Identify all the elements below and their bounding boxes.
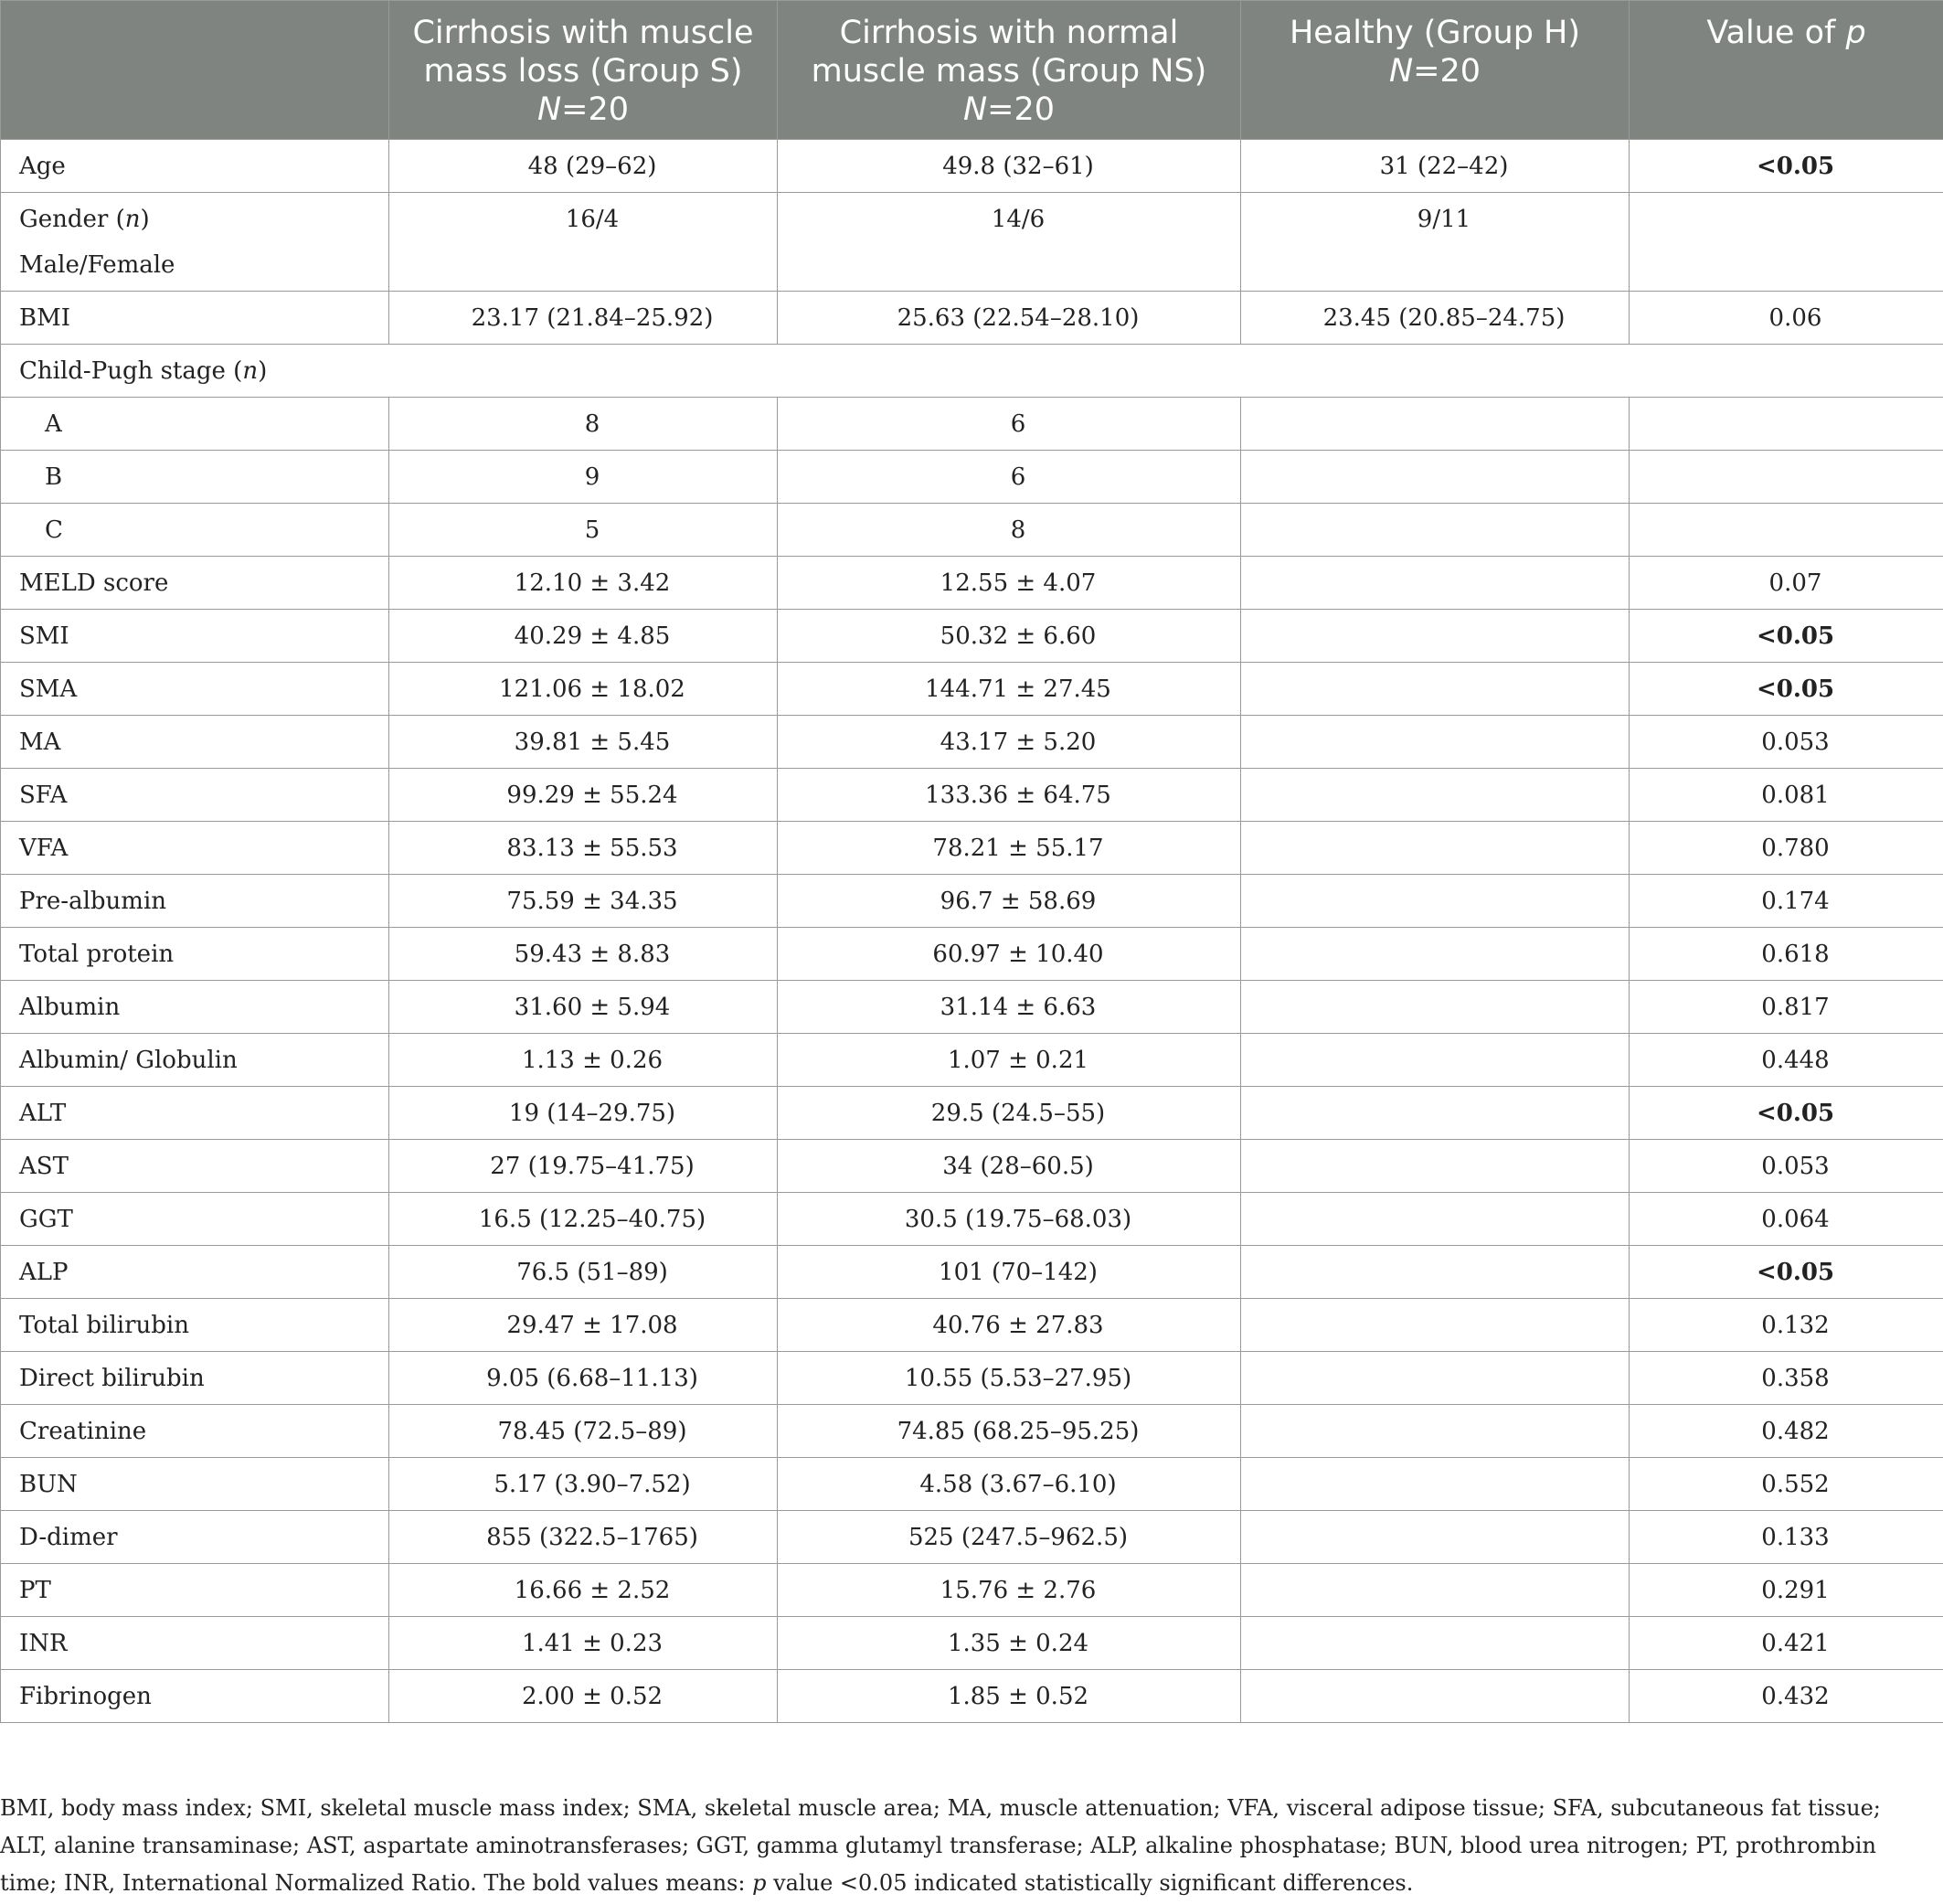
table-body: [1, 140, 1943, 1723]
table-row: [1, 822, 1943, 875]
value-group-s: 83.13 ± 55.53: [389, 822, 778, 875]
value-group-s: 23.17 (21.84–25.92): [389, 292, 778, 345]
value-group-ns: 1.07 ± 0.21: [778, 1034, 1241, 1087]
value-group-ns: 25.63 (22.54–28.10): [778, 292, 1241, 345]
value-group-h: [1241, 716, 1630, 769]
value-group-s: 29.47 ± 17.08: [389, 1299, 778, 1352]
value-group-ns: 43.17 ± 5.20: [778, 716, 1241, 769]
table-row: [1, 451, 1943, 504]
row-label: INR: [1, 1617, 389, 1670]
row-label: Fibrinogen: [1, 1670, 389, 1723]
value-group-h: [1241, 663, 1630, 716]
value-group-ns: 12.55 ± 4.07: [778, 557, 1241, 610]
row-label: D-dimer: [1, 1511, 389, 1564]
value-group-s: 59.43 ± 8.83: [389, 928, 778, 981]
value-p: 0.053: [1630, 716, 1943, 769]
table-row: [1, 716, 1943, 769]
value-group-s: 76.5 (51–89): [389, 1246, 778, 1299]
value-group-ns: 10.55 (5.53–27.95): [778, 1352, 1241, 1405]
value-group-ns: 74.85 (68.25–95.25): [778, 1405, 1241, 1458]
value-group-s: 2.00 ± 0.52: [389, 1670, 778, 1723]
value-p: 0.448: [1630, 1034, 1943, 1087]
table-row: [1, 1193, 1943, 1246]
value-p: [1630, 451, 1943, 504]
value-group-s: 16/4: [389, 193, 778, 292]
value-group-h: [1241, 1670, 1630, 1723]
table-row: [1, 1511, 1943, 1564]
table-row: [1, 769, 1943, 822]
table-row: [1, 140, 1943, 193]
table-row: [1, 292, 1943, 345]
row-label: ALT: [1, 1087, 389, 1140]
table-row: [1, 1034, 1943, 1087]
section-label: Child-Pugh stage (n): [1, 345, 1943, 398]
value-group-h: [1241, 1405, 1630, 1458]
value-group-h: [1241, 981, 1630, 1034]
value-group-ns: 525 (247.5–962.5): [778, 1511, 1241, 1564]
row-label: Albumin/ Globulin: [1, 1034, 389, 1087]
table-row: [1, 1246, 1943, 1299]
value-group-s: 78.45 (72.5–89): [389, 1405, 778, 1458]
value-group-ns: 29.5 (24.5–55): [778, 1087, 1241, 1140]
table-row: [1, 1617, 1943, 1670]
value-group-ns: 15.76 ± 2.76: [778, 1564, 1241, 1617]
value-p: 0.174: [1630, 875, 1943, 928]
table-row: [1, 557, 1943, 610]
table-footnote: BMI, body mass index; SMI, skeletal muscle mass index; SMA, skeletal muscle area; MA, muscle attenuation; VFA, visceral adipose tissue; SFA, subcutaneous fat tissue; ALT, alanine transaminase; AST, aspartate aminotransferases; GGT, gamma glutamyl transferase; ALP, alkaline phosphatase; BUN, blood urea nitrogen; PT, prothrombin time; INR, International Normalized Ratio. The bold values means: p value <0.05 indicated statistically significant differences.: [0, 1795, 1881, 1896]
row-label: PT: [1, 1564, 389, 1617]
value-group-ns: 1.35 ± 0.24: [778, 1617, 1241, 1670]
value-group-s: 1.13 ± 0.26: [389, 1034, 778, 1087]
value-group-s: 12.10 ± 3.42: [389, 557, 778, 610]
table-row: [1, 345, 1943, 398]
value-group-s: 16.5 (12.25–40.75): [389, 1193, 778, 1246]
table-row: [1, 875, 1943, 928]
value-p: 0.432: [1630, 1670, 1943, 1723]
value-group-ns: 101 (70–142): [778, 1246, 1241, 1299]
value-group-ns: 96.7 ± 58.69: [778, 875, 1241, 928]
value-group-s: 9: [389, 451, 778, 504]
value-group-s: 1.41 ± 0.23: [389, 1617, 778, 1670]
value-group-h: [1241, 610, 1630, 663]
value-group-h: [1241, 1193, 1630, 1246]
table-header-row: [1, 1, 1943, 140]
value-group-ns: 50.32 ± 6.60: [778, 610, 1241, 663]
value-group-h: [1241, 557, 1630, 610]
row-label: MELD score: [1, 557, 389, 610]
value-group-s: 75.59 ± 34.35: [389, 875, 778, 928]
value-group-s: 16.66 ± 2.52: [389, 1564, 778, 1617]
table-row: [1, 928, 1943, 981]
value-group-h: [1241, 1087, 1630, 1140]
value-group-s: 5.17 (3.90–7.52): [389, 1458, 778, 1511]
value-group-s: 9.05 (6.68–11.13): [389, 1352, 778, 1405]
value-p: [1630, 193, 1943, 292]
row-label: BMI: [1, 292, 389, 345]
value-p: 0.132: [1630, 1299, 1943, 1352]
value-p: <0.05: [1630, 1087, 1943, 1140]
value-group-h: [1241, 1034, 1630, 1087]
row-label: Age: [1, 140, 389, 193]
row-label: A: [1, 398, 389, 451]
value-group-s: 121.06 ± 18.02: [389, 663, 778, 716]
table-row: [1, 1352, 1943, 1405]
row-label: Total bilirubin: [1, 1299, 389, 1352]
table-row: [1, 1087, 1943, 1140]
value-group-h: [1241, 769, 1630, 822]
value-group-ns: 40.76 ± 27.83: [778, 1299, 1241, 1352]
value-p: <0.05: [1630, 140, 1943, 193]
value-group-h: [1241, 1352, 1630, 1405]
value-p: 0.06: [1630, 292, 1943, 345]
value-p: 0.133: [1630, 1511, 1943, 1564]
value-p: 0.618: [1630, 928, 1943, 981]
header-cell-p-value: Value of p: [1630, 1, 1943, 140]
value-group-h: [1241, 1246, 1630, 1299]
value-group-h: [1241, 822, 1630, 875]
header-cell-group-s: Cirrhosis with muscle mass loss (Group S) N=20: [389, 1, 778, 140]
table-row: [1, 1458, 1943, 1511]
value-p: <0.05: [1630, 610, 1943, 663]
value-p: [1630, 398, 1943, 451]
header-cell-group-ns: Cirrhosis with normal muscle mass (Group NS) N=20: [778, 1, 1241, 140]
value-p: 0.07: [1630, 557, 1943, 610]
value-p: 0.081: [1630, 769, 1943, 822]
row-label: SFA: [1, 769, 389, 822]
table-row: [1, 1564, 1943, 1617]
row-label: BUN: [1, 1458, 389, 1511]
row-label: C: [1, 504, 389, 557]
value-p: 0.780: [1630, 822, 1943, 875]
table-row: [1, 1405, 1943, 1458]
value-group-ns: 34 (28–60.5): [778, 1140, 1241, 1193]
value-group-s: 27 (19.75–41.75): [389, 1140, 778, 1193]
value-group-ns: 6: [778, 451, 1241, 504]
table-row: [1, 504, 1943, 557]
value-group-h: [1241, 1564, 1630, 1617]
value-group-ns: 6: [778, 398, 1241, 451]
value-p: 0.064: [1630, 1193, 1943, 1246]
table-row: [1, 610, 1943, 663]
row-label: SMA: [1, 663, 389, 716]
value-group-ns: 49.8 (32–61): [778, 140, 1241, 193]
value-group-ns: 4.58 (3.67–6.10): [778, 1458, 1241, 1511]
table-row: [1, 1299, 1943, 1352]
value-group-s: 40.29 ± 4.85: [389, 610, 778, 663]
value-group-h: [1241, 1458, 1630, 1511]
value-p: 0.817: [1630, 981, 1943, 1034]
row-label: VFA: [1, 822, 389, 875]
value-p: <0.05: [1630, 1246, 1943, 1299]
row-label: Albumin: [1, 981, 389, 1034]
header-cell-empty: [1, 1, 389, 140]
value-group-ns: 133.36 ± 64.75: [778, 769, 1241, 822]
value-p: 0.421: [1630, 1617, 1943, 1670]
value-group-h: [1241, 928, 1630, 981]
value-group-s: 39.81 ± 5.45: [389, 716, 778, 769]
table-row: [1, 398, 1943, 451]
row-label: Pre-albumin: [1, 875, 389, 928]
value-group-s: 99.29 ± 55.24: [389, 769, 778, 822]
value-group-s: 48 (29–62): [389, 140, 778, 193]
value-group-h: 9/11: [1241, 193, 1630, 292]
value-group-s: 19 (14–29.75): [389, 1087, 778, 1140]
value-group-h: [1241, 398, 1630, 451]
value-group-h: [1241, 875, 1630, 928]
value-group-ns: 78.21 ± 55.17: [778, 822, 1241, 875]
row-label: AST: [1, 1140, 389, 1193]
table-row: [1, 1670, 1943, 1723]
value-group-s: 8: [389, 398, 778, 451]
header-cell-group-h: Healthy (Group H) N=20: [1241, 1, 1630, 140]
value-group-s: 31.60 ± 5.94: [389, 981, 778, 1034]
table-row: [1, 663, 1943, 716]
value-p: [1630, 504, 1943, 557]
value-group-h: [1241, 1140, 1630, 1193]
value-group-s: 855 (322.5–1765): [389, 1511, 778, 1564]
row-label: MA: [1, 716, 389, 769]
table-row: [1, 193, 1943, 292]
value-p: 0.358: [1630, 1352, 1943, 1405]
row-label: Total protein: [1, 928, 389, 981]
value-group-ns: 1.85 ± 0.52: [778, 1670, 1241, 1723]
value-group-h: [1241, 1617, 1630, 1670]
value-p: 0.552: [1630, 1458, 1943, 1511]
table-row: [1, 1140, 1943, 1193]
value-group-ns: 31.14 ± 6.63: [778, 981, 1241, 1034]
row-label: Gender (n) Male/Female: [1, 193, 389, 292]
value-group-h: [1241, 451, 1630, 504]
value-group-ns: 30.5 (19.75–68.03): [778, 1193, 1241, 1246]
value-group-ns: 8: [778, 504, 1241, 557]
value-p: 0.291: [1630, 1564, 1943, 1617]
value-group-h: [1241, 1299, 1630, 1352]
value-p: 0.482: [1630, 1405, 1943, 1458]
value-group-h: 31 (22–42): [1241, 140, 1630, 193]
value-group-h: 23.45 (20.85–24.75): [1241, 292, 1630, 345]
row-label: Creatinine: [1, 1405, 389, 1458]
value-group-s: 5: [389, 504, 778, 557]
row-label: Direct bilirubin: [1, 1352, 389, 1405]
value-p: <0.05: [1630, 663, 1943, 716]
value-group-h: [1241, 1511, 1630, 1564]
value-group-h: [1241, 504, 1630, 557]
value-p: 0.053: [1630, 1140, 1943, 1193]
table-row: [1, 981, 1943, 1034]
row-label: SMI: [1, 610, 389, 663]
row-label: GGT: [1, 1193, 389, 1246]
row-label: ALP: [1, 1246, 389, 1299]
value-group-ns: 144.71 ± 27.45: [778, 663, 1241, 716]
value-group-ns: 14/6: [778, 193, 1241, 292]
row-label: B: [1, 451, 389, 504]
value-group-ns: 60.97 ± 10.40: [778, 928, 1241, 981]
